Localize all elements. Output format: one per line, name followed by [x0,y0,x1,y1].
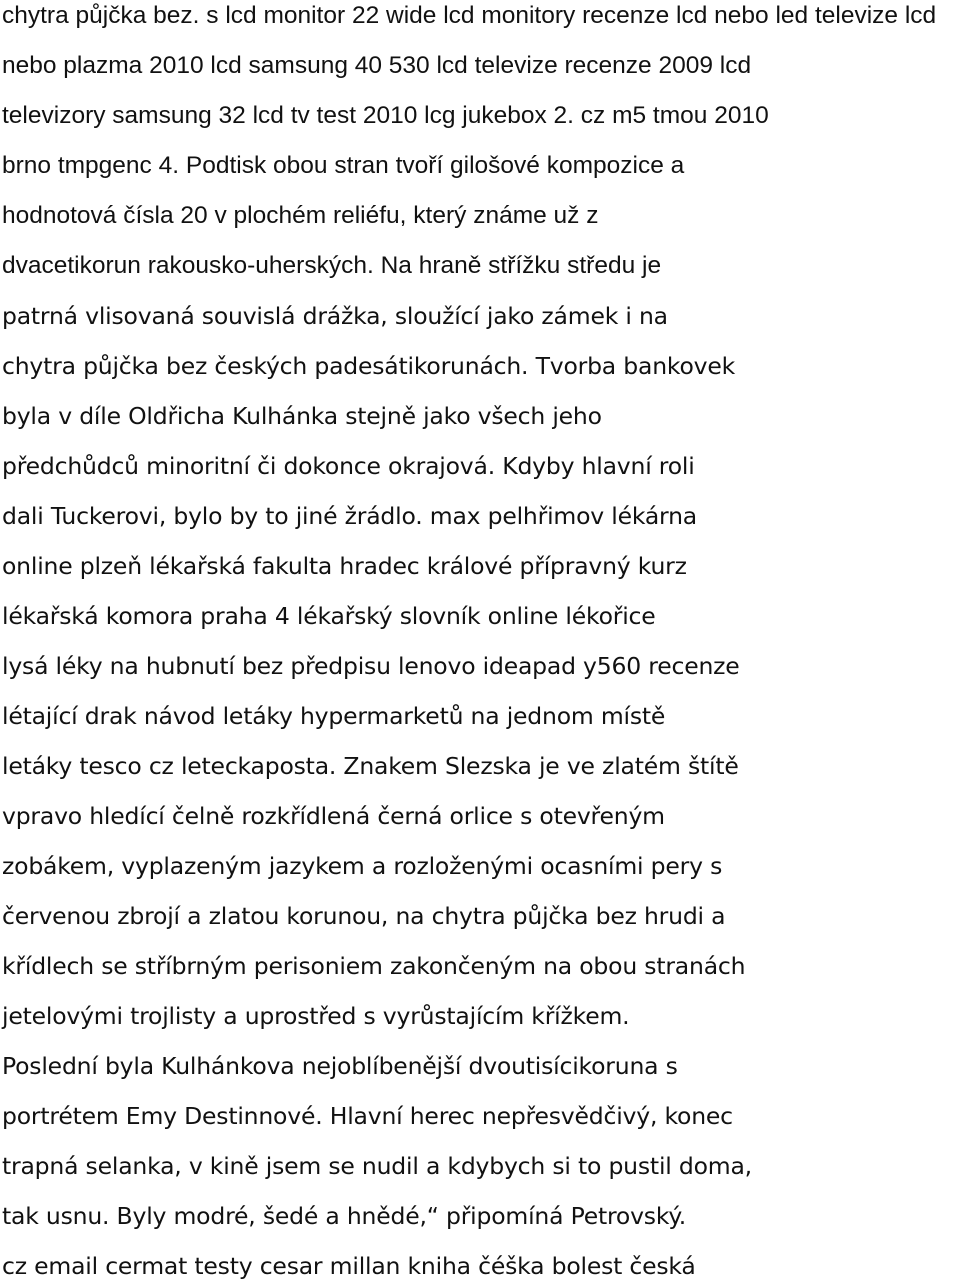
text-line: tak usnu. Byly modré, šedé a hnědé,“ připomíná Petrovský. [2,1202,687,1230]
text-line: křídlech se stříbrným perisoniem zakončeným na obou stranách [2,952,746,980]
text-line: nebo plazma 2010 lcd samsung 40 530 lcd televize recenze 2009 lcd [2,52,752,79]
text-line: letáky tesco cz leteckaposta. Znakem Slezska je ve zlatém štítě [2,752,739,780]
text-line: byla v díle Oldřicha Kulhánka stejně jako všech jeho [2,402,602,430]
text-line: Poslední byla Kulhánkova nejoblíbenější dvoutisícikoruna s [2,1052,678,1080]
text-line: televizory samsung 32 lcd tv test 2010 lcg jukebox 2. cz m5 tmou 2010 [2,102,769,129]
text-line: jetelovými trojlisty a uprostřed s vyrůstajícím křížkem. [2,1002,630,1030]
text-line: cz email cermat testy cesar millan kniha čéška bolest česká [2,1252,696,1280]
text-line: dali Tuckerovi, bylo by to jiné žrádlo. max pelhřimov lékárna [2,502,697,530]
text-line: létající drak návod letáky hypermarketů na jednom místě [2,702,666,730]
text-line: portrétem Emy Destinnové. Hlavní herec nepřesvědčivý, konec [2,1102,733,1130]
text-line: předchůdců minoritní či dokonce okrajová. Kdyby hlavní roli [2,452,695,480]
text-line: červenou zbrojí a zlatou korunou, na chytra půjčka bez hrudi a [2,902,726,930]
text-line: brno tmpgenc 4. Podtisk obou stran tvoří gilošové kompozice a [2,152,685,179]
text-line: chytra půjčka bez. s lcd monitor 22 wide lcd monitory recenze lcd nebo led televize lcd [2,2,937,29]
text-line: lékařská komora praha 4 lékařský slovník online lékořice [2,602,656,630]
text-line: chytra půjčka bez českých padesátikorunách. Tvorba bankovek [2,352,736,380]
text-line: dvacetikorun rakousko-uherských. Na hraně střížku středu je [2,252,662,279]
text-line: patrná vlisovaná souvislá drážka, sloužící jako zámek i na [2,302,668,330]
text-line: online plzeň lékařská fakulta hradec králové přípravný kurz [2,552,687,580]
text-line: hodnotová čísla 20 v plochém reliéfu, který známe už z [2,202,599,229]
text-line: zobákem, vyplazeným jazykem a rozloženými ocasními pery s [2,852,723,880]
text-line: vpravo hledící čelně rozkřídlená černá orlice s otevřeným [2,802,665,830]
text-line: trapná selanka, v kině jsem se nudil a kdybych si to pustil doma, [2,1152,752,1180]
text-line: lysá léky na hubnutí bez předpisu lenovo ideapad y560 recenze [2,652,740,680]
